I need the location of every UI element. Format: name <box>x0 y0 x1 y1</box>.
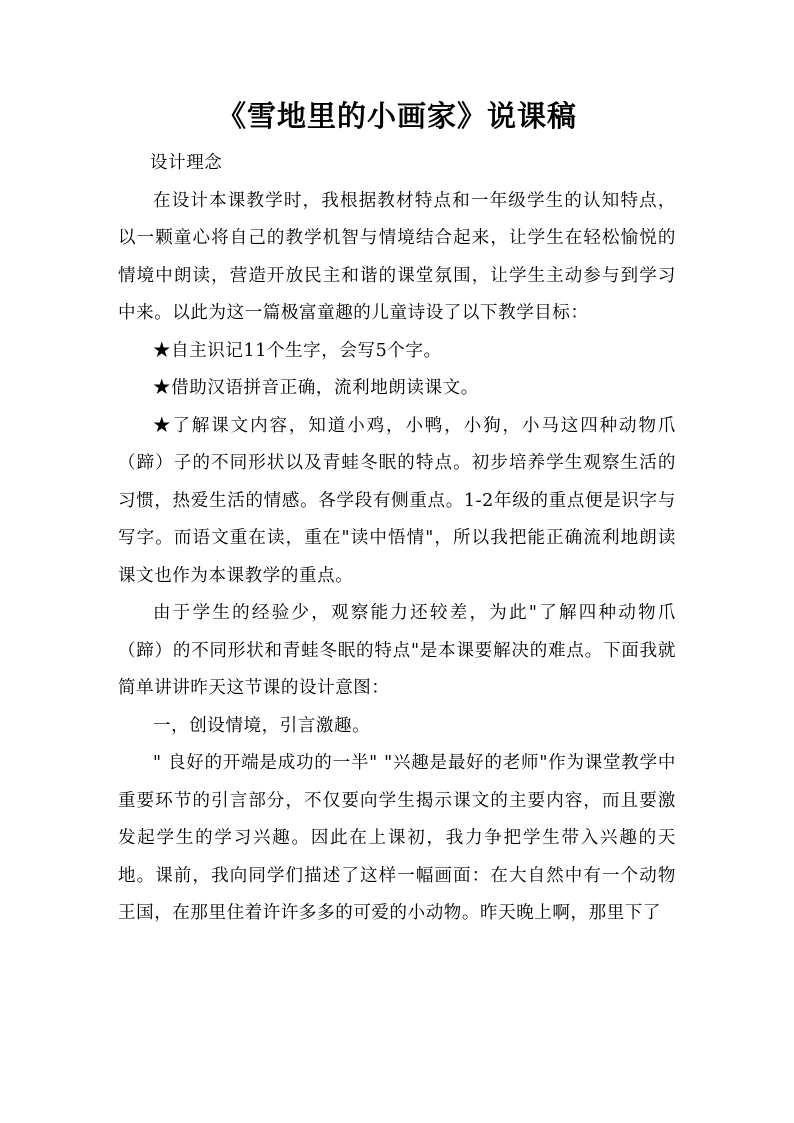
paragraph-difficulty: 由于学生的经验少，观察能力还较差，为此"了解四种动物爪（蹄）的不同形状和青蛙冬眠的特点"是本课要解决的难点。下面我就简单讲讲昨天这节课的设计意图： <box>118 603 676 698</box>
paragraph-intro: 在设计本课教学时，我根据教材特点和一年级学生的认知特点，以一颗童心将自己的教学机智与情境结合起来，让学生在轻松愉悦的情境中朗读，营造开放民主和谐的课堂氛围，让学生主动参与到学习中来。以此为这一篇极富童趣的儿童诗设了以下教学目标： <box>118 190 676 323</box>
document-body <box>118 145 676 933</box>
document-title: 《雪地里的小画家》说课稿 <box>216 99 577 133</box>
section-heading: 设计理念 <box>150 153 223 173</box>
paragraph-goal-1: ★自主识记11个生字，会写5个字。 <box>153 340 442 361</box>
paragraph-goal-3: ★了解课文内容，知道小鸡，小鸭，小狗，小马这四种动物爪（蹄）子的不同形状以及青蛙冬眠的特点。初步培养学生观察生活的习惯，热爱生活的情感。各学段有侧重点。1-2年级的重点便是识字与写字。而语文重在读，重在"读中悟情"，所以我把能正确流利地朗读课文也作为本课教学的重点。 <box>118 415 676 586</box>
paragraph-step-body: " 良好的开端是成功的一半" "兴趣是最好的老师"作为课堂教学中重要环节的引言部分，不仅要向学生揭示课文的主要内容，而且要激发起学生的学习兴趣。因此在上课初，我力争把学生带入兴趣的天地。课前，我向同学们描述了这样一幅画面：在大自然中有一个动物王国，在那里住着许许多多的可爱的小动物。昨天晚上啊，那里下了 <box>118 753 676 923</box>
paragraph-step-heading: 一，创设情境，引言激趣。 <box>153 715 371 736</box>
paragraph-goal-2: ★借助汉语拼音正确，流利地朗读课文。 <box>153 378 479 398</box>
